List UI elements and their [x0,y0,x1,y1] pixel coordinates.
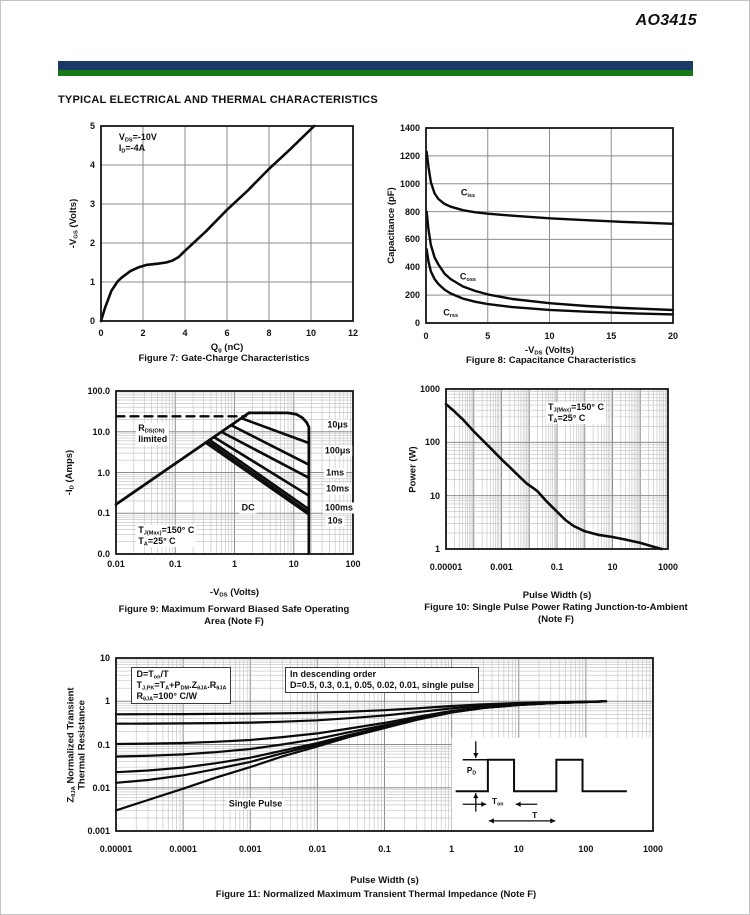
figure-9-soa-chart [59,381,389,599]
figure-9-caption: Figure 9: Maximum Forward Biased Safe Operating Area (Note F) [118,604,350,627]
annotation: $C_{rss}$ [443,307,459,320]
x-tick-label: 0.01 [107,559,125,569]
y-tick-label: 100.0 [87,386,110,396]
y-tick-label: 0.001 [87,826,110,836]
annotation: $D=T_{on}/T$ $T_{J,PK}=T_A+P_{DM}.Z_{\theta JA}.R_{\theta JA}$ $R_{\theta JA}=100^\circ$ C/W [131,667,231,704]
x-tick-label: 100 [345,559,361,569]
y-tick-label: 1.0 [97,467,110,478]
figure-11-thermal-impedance-chart [59,641,704,886]
x-tick-label: 1 [231,559,237,569]
x-tick-label: 0.00001 [99,844,133,854]
x-tick-label: 6 [224,328,230,338]
x-axis-label: $-V_{DS}$ (Volts) [209,587,260,599]
annotation: $V_{DS}=-10V$ $I_D=-4A$ [118,131,157,155]
gridlines [426,128,673,323]
y-tick-label: 0 [89,316,95,326]
series-gate-charge [101,126,314,321]
bar-green-stripe [58,70,693,76]
annotation: DC [241,502,255,513]
x-tick-label: 1000 [642,844,664,854]
x-tick-label: 20 [667,331,678,341]
x-tick-label: 10 [544,331,555,341]
y-tick-label: 400 [404,262,420,273]
figure-8-caption: Figure 8: Capacitance Characteristics [465,355,636,366]
x-tick-label: 0 [98,328,104,338]
series-soa-100ms [214,437,309,496]
x-tick-label: 0.01 [308,844,327,854]
fig9-plot-area [59,381,389,599]
figure-7-caption: Figure 7: Gate-Charge Characteristics [138,353,310,364]
x-tick-label: 0.1 [378,844,391,854]
x-tick-label: 8 [266,328,272,338]
x-tick-label: 0.00001 [429,562,463,572]
x-axis-label: Pulse Width (s) [522,590,592,601]
y-tick-label: 0.0 [97,549,110,559]
x-tick-label: 0.1 [168,559,182,569]
y-tick-label: 1 [89,277,95,287]
section-title: TYPICAL ELECTRICAL AND THERMAL CHARACTERISTICS [58,94,378,106]
annotation: In descending order D=0.5, 0.3, 0.1, 0.05, 0.02, 0.01, single pulse [285,667,479,693]
brand-divider-bar [58,61,693,76]
inset-label: T [532,809,538,820]
x-tick-label: 10 [513,844,524,854]
inset-label: $T_{on}$ [491,795,504,808]
figure-8-capacitance-chart [381,118,709,357]
annotation: 1ms [326,467,345,478]
y-tick-label: 0.01 [92,782,110,793]
y-tick-label: 10.0 [92,426,110,437]
y-axis-label: Power (W) [407,445,419,493]
x-axis-label: $-V_{DS}$ (Volts) [524,345,575,357]
y-tick-label: 3 [89,199,95,209]
y-tick-label: 1000 [399,178,420,189]
x-tick-label: 0 [423,331,429,341]
inset-label: $P_D$ [466,765,477,777]
x-tick-label: 5 [485,331,491,341]
x-axis-label: $Q_g$ (nC) [210,342,244,354]
figure-10-power-rating-chart [401,381,701,601]
y-tick-label: 800 [404,206,420,217]
y-tick-label: 4 [89,160,95,170]
annotation: $C_{oss}$ [459,271,477,283]
series-soa-10us [249,413,309,554]
fig7-plot-area [59,119,389,354]
x-tick-label: 0.001 [490,562,513,572]
x-tick-label: 0.1 [550,562,564,572]
part-number: AO3415 [635,12,697,29]
y-tick-label: 10 [429,490,440,501]
annotation: 10ms [326,483,350,494]
x-tick-label: 0.0001 [169,844,197,854]
x-tick-label: 0.001 [238,844,262,854]
x-tick-label: 10 [288,559,299,569]
y-tick-label: 0.1 [97,508,110,519]
x-tick-label: 10 [305,328,316,338]
y-tick-label: 0 [414,318,420,328]
y-tick-label: 600 [404,234,420,245]
y-tick-label: 1400 [399,123,420,133]
y-axis-label: $-I_D$ (Amps) [63,449,75,496]
figure-11-caption: Figure 11: Normalized Maximum Transient Thermal Impedance (Note F) [215,889,537,900]
figure-7-gate-charge-chart [59,119,389,354]
y-tick-label: 200 [404,290,420,301]
annotation: 100ms [324,502,353,513]
y-tick-label: 0.1 [97,739,110,750]
y-axis-label: $-V_{GS}$ (Volts) [67,198,79,249]
y-tick-label: 5 [89,121,95,131]
x-tick-label: 4 [182,328,188,338]
y-axis-label: Capacitance (pF) [385,187,397,264]
x-tick-label: 10 [607,562,618,572]
fig8-canvas [381,118,709,348]
y-tick-label: 2 [89,238,95,248]
x-tick-label: 12 [347,328,358,338]
gridlines [101,126,353,321]
y-tick-label: 10 [99,653,110,663]
y-tick-label: 100 [424,437,440,448]
fig11-plot-area [59,641,704,886]
annotation: 100μs [324,445,351,456]
y-tick-label: 1 [104,696,110,707]
fig8-plot-area [381,118,709,357]
x-axis-label: Pulse Width (s) [350,875,419,886]
x-tick-label: 15 [606,331,617,341]
annotation: $C_{iss}$ [460,187,476,199]
series-soa-100us [241,418,309,443]
inset-background [452,738,653,831]
y-tick-label: 1 [434,544,440,554]
fig10-plot-area [401,381,701,601]
x-tick-label: 100 [578,844,594,854]
y-tick-label: 1000 [419,384,440,394]
bar-navy-stripe [58,61,693,70]
annotation: 10s [327,515,343,526]
x-tick-label: 1000 [657,562,679,572]
y-axis-label: $Z_{\theta JA}$ Normalized Transient Thermal Resistance [65,686,87,803]
annotation: Single Pulse [228,798,283,809]
x-tick-label: 1 [449,844,455,854]
fig7-canvas [59,119,389,349]
annotation: $R_{DS(ON)}$ limited [138,423,168,445]
annotation: 10μs [327,419,348,430]
annotation: $T_{J(Max)}=150^\circ$ C $T_A=25^\circ$ C [138,524,195,548]
figure-10-caption: Figure 10: Single Pulse Power Rating Junction-to-Ambient (Note F) [424,602,688,625]
y-tick-label: 1200 [399,150,420,161]
annotation: $T_{J(Max)}=150^\circ$ C $T_A=25^\circ$ C [547,402,604,425]
x-tick-label: 2 [140,328,146,338]
